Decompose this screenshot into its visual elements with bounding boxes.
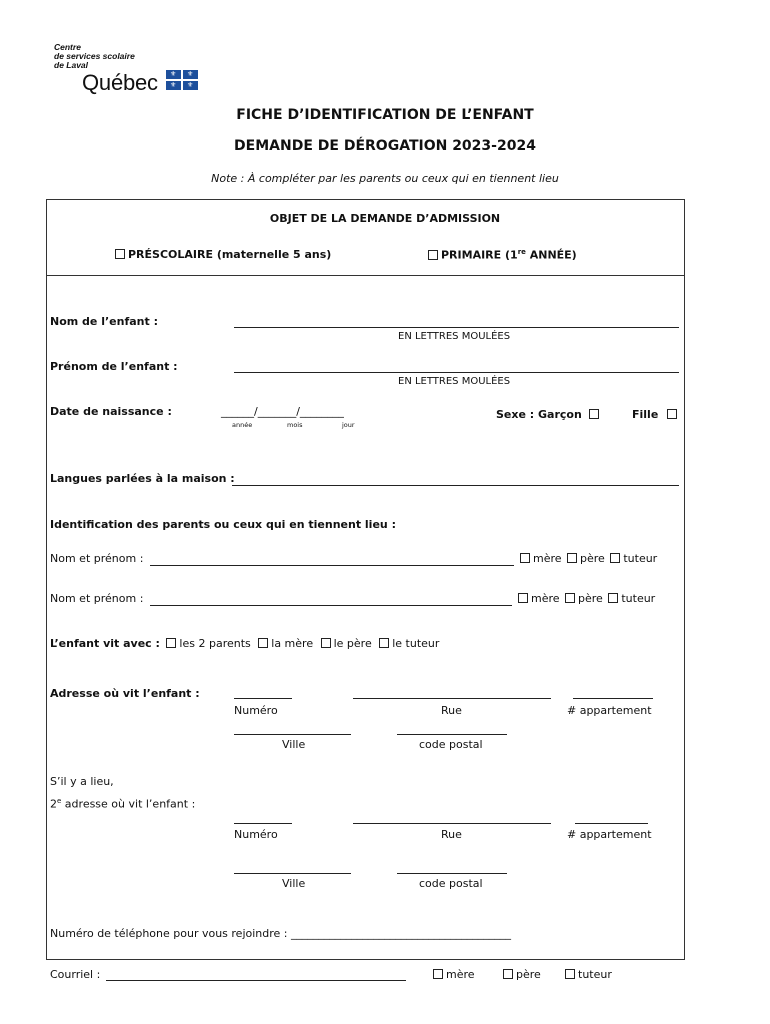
address2-ville-field[interactable]	[234, 873, 351, 874]
address-appartement-label: # appartement	[567, 704, 652, 717]
nom-hint: EN LETTRES MOULÉES	[398, 331, 511, 342]
primaire-checkbox[interactable]	[428, 250, 438, 260]
address-appartement-field[interactable]	[573, 698, 653, 699]
address-ville-field[interactable]	[234, 734, 351, 735]
prenom-label: Prénom de l’enfant :	[50, 360, 178, 373]
email-mere-checkbox[interactable]	[433, 969, 443, 979]
fille-checkbox[interactable]	[667, 409, 677, 419]
address2-codepostal-field[interactable]	[397, 873, 507, 874]
lives-with-label: L’enfant vit avec :	[50, 637, 160, 650]
sexe-fille[interactable]	[632, 408, 680, 421]
dob-mois-label: mois	[287, 421, 303, 429]
form-subtitle: DEMANDE DE DÉROGATION 2023-2024	[234, 138, 536, 154]
email-tuteur-checkbox[interactable]	[565, 969, 575, 979]
dob-jour-label: jour	[342, 421, 355, 429]
email-pere[interactable]	[503, 968, 541, 981]
parent2-mere-label: mère	[531, 592, 560, 605]
address-rue-field[interactable]	[353, 698, 551, 699]
admission-heading: OBJET DE LA DEMANDE D’ADMISSION	[269, 212, 501, 225]
prenom-hint: EN LETTRES MOULÉES	[398, 376, 511, 387]
parent1-mere-label: mère	[533, 552, 562, 565]
langues-field[interactable]	[232, 485, 679, 486]
address-codepostal-label: code postal	[419, 738, 483, 751]
langues-label: Langues parlées à la maison :	[50, 472, 235, 485]
second-address-label-post: adresse où vit l’enfant :	[61, 797, 196, 811]
prescolaire-checkbox[interactable]	[115, 249, 125, 259]
parent2-pere-label: père	[578, 592, 603, 605]
address2-appartement-label: # appartement	[567, 828, 652, 841]
parent2-mere-checkbox[interactable]	[518, 593, 528, 603]
parent1-label: Nom et prénom :	[50, 552, 144, 565]
phone-row	[50, 927, 511, 940]
prescolaire-label: PRÉSCOLAIRE (maternelle 5 ans)	[128, 248, 332, 261]
primaire-label-post: ANNÉE)	[525, 248, 577, 262]
parent1-tuteur-checkbox[interactable]	[610, 553, 620, 563]
address-numero-label: Numéro	[234, 704, 278, 717]
nom-label: Nom de l’enfant :	[50, 315, 158, 328]
email-field[interactable]	[106, 980, 406, 981]
org-name-line2: de services scolaire	[54, 51, 135, 61]
email-mere-label: mère	[446, 968, 475, 981]
second-address-note: S’il y a lieu,	[50, 775, 114, 788]
email-tuteur[interactable]	[565, 968, 612, 981]
section-divider	[46, 275, 685, 276]
address2-numero-label: Numéro	[234, 828, 278, 841]
address2-codepostal-label: code postal	[419, 877, 483, 890]
parent1-field[interactable]	[150, 565, 514, 566]
address2-ville-label: Ville	[282, 877, 306, 890]
lives-mere-label: la mère	[271, 637, 314, 650]
org-name-line1: Centre	[54, 42, 81, 52]
lives-tuteur-checkbox[interactable]	[379, 638, 389, 648]
dob-field[interactable]: ______/_______/________	[221, 405, 344, 418]
sexe-garcon-label: Sexe : Garçon	[496, 408, 582, 421]
sexe-fille-label: Fille	[632, 408, 659, 421]
second-address-label-pre: 2	[50, 797, 57, 811]
phone-label: Numéro de téléphone pour vous rejoindre :	[50, 927, 288, 940]
address2-rue-field[interactable]	[353, 823, 551, 824]
option-prescolaire[interactable]	[115, 248, 331, 261]
parent2-field[interactable]	[150, 605, 512, 606]
lives-2parents-checkbox[interactable]	[166, 638, 176, 648]
parent1-mere-checkbox[interactable]	[520, 553, 530, 563]
parent2-label: Nom et prénom :	[50, 592, 144, 605]
lives-mere-checkbox[interactable]	[258, 638, 268, 648]
prenom-field[interactable]	[234, 372, 679, 373]
dob-label: Date de naissance :	[50, 405, 172, 418]
second-address-label	[50, 797, 195, 811]
lives-tuteur-label: le tuteur	[392, 637, 440, 650]
address-ville-label: Ville	[282, 738, 306, 751]
parents-heading: Identification des parents ou ceux qui en tiennent lieu :	[50, 518, 396, 531]
address-numero-field[interactable]	[234, 698, 292, 699]
sexe-garcon[interactable]	[496, 408, 602, 421]
parent1-roles	[520, 552, 657, 565]
dob-annee-label: année	[232, 421, 253, 429]
email-pere-checkbox[interactable]	[503, 969, 513, 979]
lives-with-row	[50, 637, 439, 650]
form-note: Note : À compléter par les parents ou ceux qui en tiennent lieu	[211, 172, 559, 185]
quebec-logo-text: Québec	[82, 70, 158, 95]
garcon-checkbox[interactable]	[589, 409, 599, 419]
second-address-label-sup: e	[57, 797, 62, 805]
parent2-tuteur-label: tuteur	[621, 592, 656, 605]
option-primaire[interactable]	[428, 248, 577, 262]
parent1-tuteur-label: tuteur	[623, 552, 658, 565]
nom-field[interactable]	[234, 327, 679, 328]
email-label: Courriel :	[50, 968, 101, 981]
primaire-label-sup: re	[517, 248, 526, 256]
address2-numero-field[interactable]	[234, 823, 292, 824]
parent1-pere-label: père	[580, 552, 605, 565]
address2-rue-label: Rue	[441, 828, 462, 841]
email-pere-label: père	[516, 968, 541, 981]
address-codepostal-field[interactable]	[397, 734, 507, 735]
quebec-flag-icon: ⚜ ⚜ ⚜ ⚜	[166, 70, 198, 90]
lives-pere-label: le père	[333, 637, 372, 650]
email-mere[interactable]	[433, 968, 475, 981]
address2-appartement-field[interactable]	[575, 823, 648, 824]
parent1-pere-checkbox[interactable]	[567, 553, 577, 563]
email-tuteur-label: tuteur	[578, 968, 612, 981]
lives-2parents-label: les 2 parents	[179, 637, 251, 650]
phone-field[interactable]: ________________________________________	[291, 927, 511, 940]
address-rue-label: Rue	[441, 704, 462, 717]
form-frame	[46, 199, 685, 960]
primaire-label-pre: PRIMAIRE (1	[441, 248, 518, 262]
address-label: Adresse où vit l’enfant :	[50, 687, 200, 700]
org-name-line3: de Laval	[54, 60, 89, 70]
parent2-roles	[518, 592, 655, 605]
lives-pere-checkbox[interactable]	[321, 638, 331, 648]
form-title: FICHE D’IDENTIFICATION DE L’ENFANT	[236, 107, 534, 123]
parent2-pere-checkbox[interactable]	[565, 593, 575, 603]
parent2-tuteur-checkbox[interactable]	[608, 593, 618, 603]
